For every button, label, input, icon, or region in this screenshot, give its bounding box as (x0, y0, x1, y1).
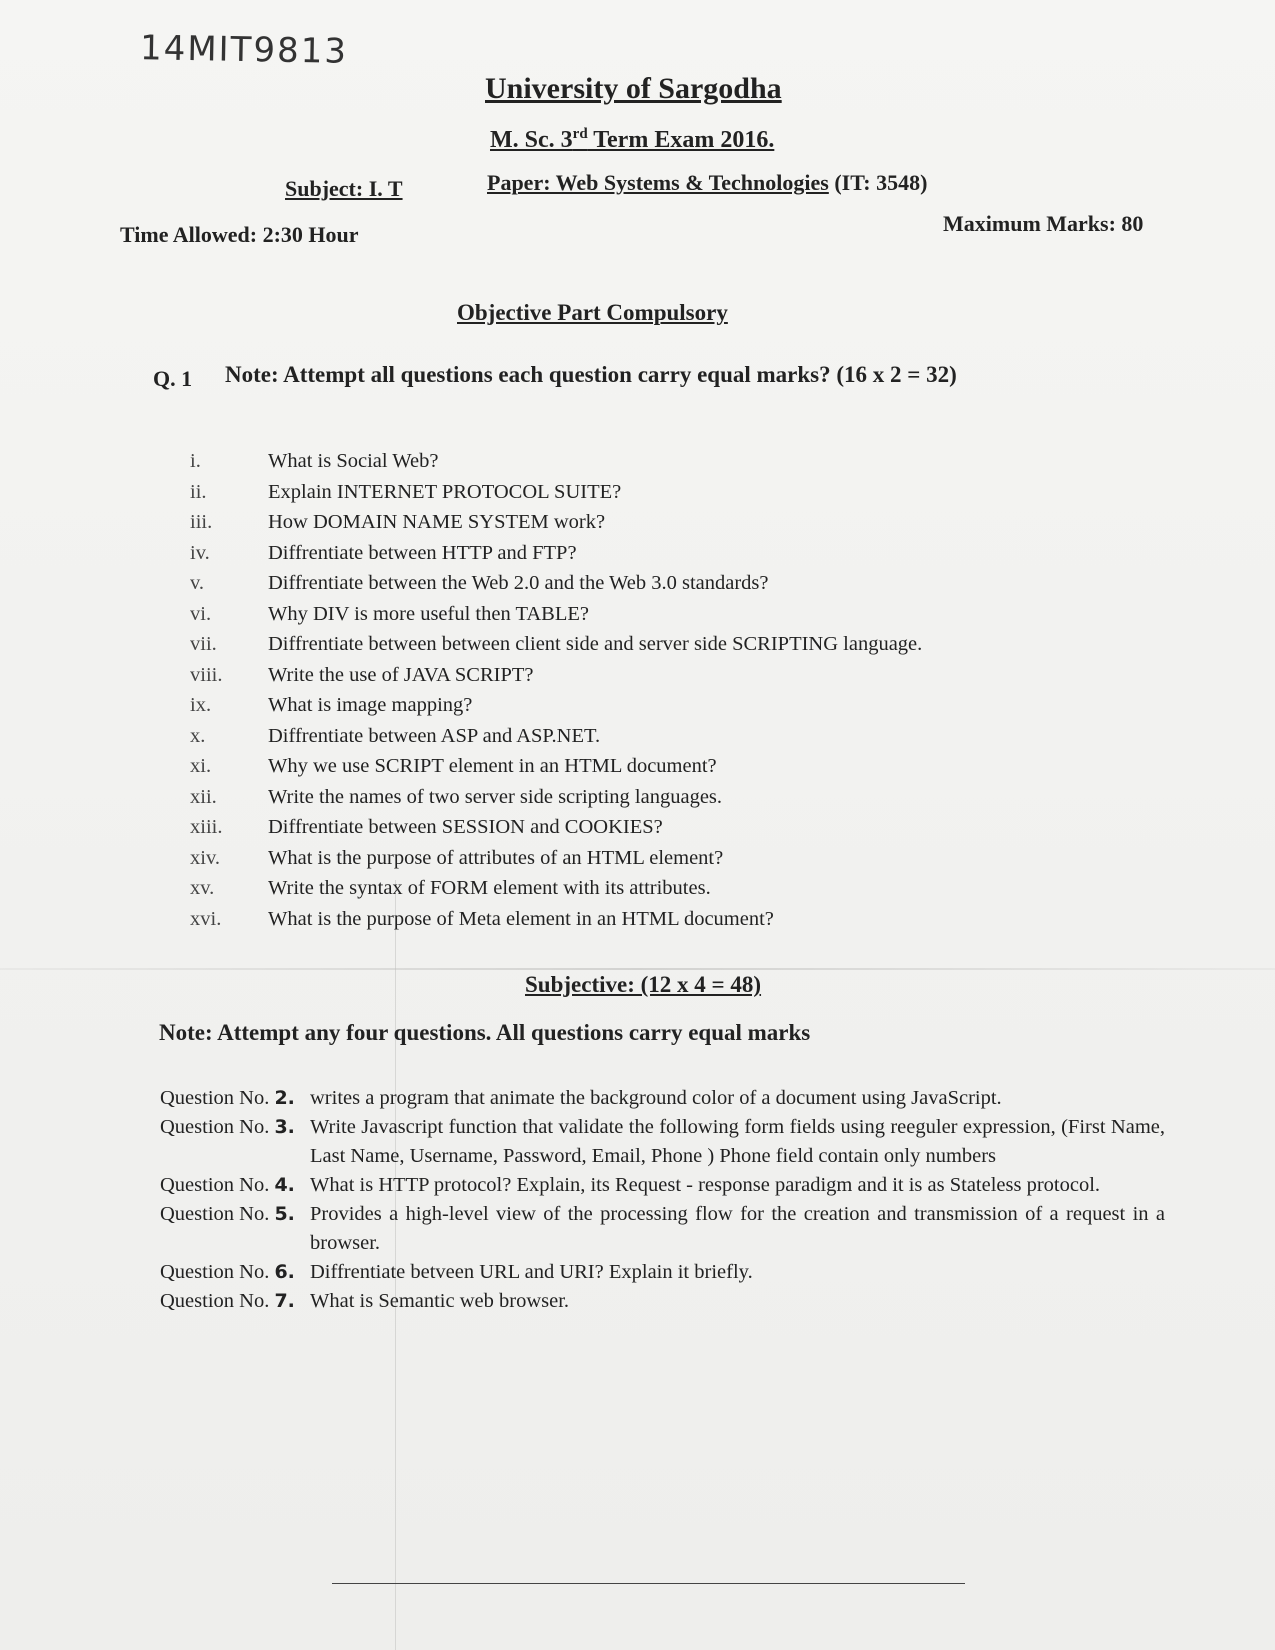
question-1-label: Q. 1 (153, 366, 193, 391)
university-title: University of Sargodha (485, 72, 782, 105)
item-text: Diffrentiate between the Web 2.0 and the Web 3.0 standards? (268, 572, 769, 594)
item-number: xiv. (190, 846, 220, 869)
subjective-question-list (160, 1084, 1165, 1316)
item-number: vi. (190, 602, 212, 625)
item-text: What is the purpose of attributes of an HTML element? (268, 846, 724, 869)
item-number: i. (190, 450, 201, 472)
objective-heading: Objective Part Compulsory (457, 300, 728, 325)
item-text: Why we use SCRIPT element in an HTML document? (268, 755, 717, 777)
list-item (190, 786, 1090, 817)
list-item (190, 481, 1090, 512)
question-number: 6. (274, 1261, 295, 1283)
question-text: Write Javascript function that validate the following form fields using reeguler expression, (First Name, Last Name, Username, Password, Email, Phone ) Phone field contain only numbers (310, 1116, 1165, 1167)
question-prefix (160, 1113, 310, 1171)
exam-prefix: M. Sc. 3 (490, 127, 573, 153)
question-label: Question No. (160, 1116, 270, 1138)
list-item (190, 542, 1090, 573)
list-item (190, 725, 1090, 756)
question-number: 3. (274, 1116, 295, 1138)
exam-title (490, 126, 774, 154)
question-number: 5. (274, 1203, 295, 1225)
list-item (190, 755, 1090, 786)
paper-fold-horizontal (0, 968, 1275, 970)
item-text: How DOMAIN NAME SYSTEM work? (268, 511, 606, 533)
list-item (160, 1113, 1165, 1171)
item-text: What is Social Web? (268, 450, 439, 472)
item-text: Diffrentiate between ASP and ASP.NET. (268, 724, 601, 747)
question-prefix (160, 1287, 310, 1316)
paper-name: Paper: Web Systems & Technologies (487, 170, 829, 195)
item-number: iv. (190, 541, 210, 564)
subject-label: Subject: I. T (285, 176, 403, 201)
item-number: xii. (190, 785, 217, 808)
question-text: What is Semantic web browser. (310, 1290, 570, 1312)
item-text: Write the use of JAVA SCRIPT? (268, 663, 534, 686)
list-item (160, 1084, 1165, 1113)
list-item (190, 511, 1090, 542)
item-text: Diffrentiate between between client side and server side SCRIPTING language. (268, 633, 923, 655)
question-number: 4. (274, 1174, 295, 1196)
item-number: x. (190, 724, 206, 747)
item-number: xv. (190, 877, 215, 899)
question-number: 2. (274, 1087, 295, 1109)
handwritten-roll-number: 14MIT9813 (139, 28, 349, 72)
list-item (190, 908, 1090, 939)
item-text: Write the names of two server side scripting languages. (268, 785, 723, 808)
paper-code: (IT: 3548) (828, 170, 928, 195)
question-prefix (160, 1200, 310, 1258)
question-label: Question No. (160, 1174, 270, 1196)
paper-title (487, 170, 927, 196)
list-item (190, 572, 1090, 603)
item-number: vii. (190, 633, 217, 655)
list-item (190, 633, 1090, 664)
question-label: Question No. (160, 1261, 270, 1283)
question-prefix (160, 1084, 310, 1113)
question-text: What is HTTP protocol? Explain, its Request - response paradigm and it is as Stateless protocol. (310, 1174, 1101, 1196)
time-allowed: Time Allowed: 2:30 Hour (120, 222, 359, 247)
question-text: writes a program that animate the background color of a document using JavaScript. (310, 1087, 1002, 1109)
question-label: Question No. (160, 1087, 270, 1109)
item-number: xvi. (190, 907, 222, 930)
list-item (190, 847, 1090, 878)
bottom-rule (332, 1583, 965, 1584)
item-number: ii. (190, 480, 207, 503)
list-item (190, 877, 1090, 908)
question-text: Diffrentiate betveen URL and URI? Explain it briefly. (310, 1261, 753, 1283)
question-prefix (160, 1258, 310, 1287)
item-number: ix. (190, 694, 212, 716)
subjective-heading: Subjective: (12 x 4 = 48) (525, 972, 762, 997)
list-item (160, 1200, 1165, 1258)
list-item (190, 816, 1090, 847)
item-number: viii. (190, 663, 223, 686)
item-number: iii. (190, 511, 213, 533)
item-number: xiii. (190, 816, 223, 838)
item-text: What is the purpose of Meta element in an HTML document? (268, 907, 774, 930)
list-item (190, 694, 1090, 725)
list-item (190, 664, 1090, 695)
item-number: v. (190, 572, 205, 594)
list-item (160, 1171, 1165, 1200)
maximum-marks: Maximum Marks: 80 (943, 211, 1144, 236)
question-label: Question No. (160, 1290, 270, 1312)
list-item (160, 1287, 1165, 1316)
objective-question-list (190, 450, 1090, 938)
question-number: 7. (274, 1290, 295, 1312)
question-prefix (160, 1171, 310, 1200)
exam-superscript: rd (572, 126, 588, 142)
list-item (190, 450, 1090, 481)
list-item (190, 603, 1090, 634)
item-text: Diffrentiate between HTTP and FTP? (268, 541, 577, 564)
objective-note: Note: Attempt all questions each question carry equal marks? (16 x 2 = 32) (225, 362, 957, 387)
subjective-note: Note: Attempt any four questions. All questions carry equal marks (159, 1020, 811, 1045)
question-label: Question No. (160, 1203, 270, 1225)
item-number: xi. (190, 755, 212, 777)
item-text: Explain INTERNET PROTOCOL SUITE? (268, 480, 622, 503)
item-text: What is image mapping? (268, 694, 473, 716)
item-text: Why DIV is more useful then TABLE? (268, 602, 589, 625)
item-text: Diffrentiate between SESSION and COOKIES? (268, 816, 663, 838)
exam-suffix: Term Exam 2016. (587, 127, 775, 153)
item-text: Write the syntax of FORM element with its attributes. (268, 877, 711, 899)
list-item (160, 1258, 1165, 1287)
question-text: Provides a high-level view of the processing flow for the creation and transmission of a request in a browser. (310, 1203, 1165, 1254)
